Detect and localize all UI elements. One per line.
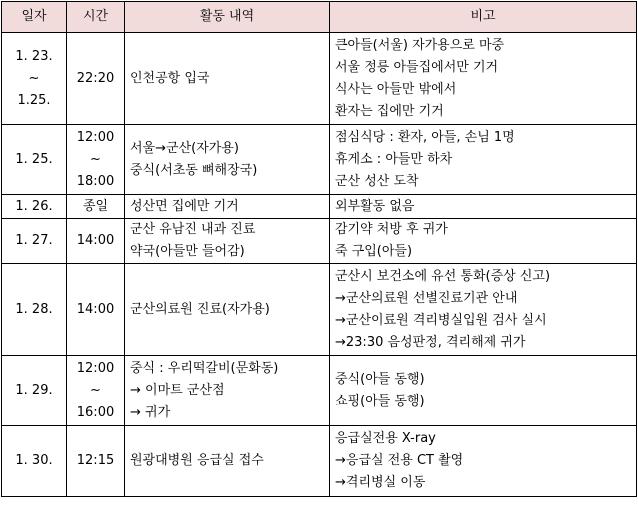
activity-cell-line: 인천공항 입국 [130, 70, 210, 86]
activity-cell [125, 125, 330, 195]
note-cell-line: →격리병실 이동 [335, 475, 426, 490]
time-cell [67, 426, 125, 497]
date-cell-line: 1. 25. [15, 151, 53, 167]
activity-cell-line: 중식 : 우리떡갈비(문화동) [130, 360, 279, 376]
note-cell-line: 환자는 집에만 기거 [335, 103, 444, 119]
activity-cell-line: 중식(서초동 뼈해장국) [130, 162, 258, 178]
time-cell [67, 125, 125, 195]
note-cell-line: 감기약 처방 후 귀가 [335, 222, 448, 237]
header-activity: 활동 내역 [125, 2, 330, 33]
date-cell-line: ~ [28, 70, 40, 86]
date-cell [2, 33, 67, 125]
time-cell [67, 356, 125, 426]
time-cell [67, 33, 125, 125]
activity-cell [125, 33, 330, 125]
activity-cell [125, 264, 330, 356]
date-cell-line: 1. 26. [15, 198, 53, 214]
activity-cell-line: → 이마트 군산점 [130, 382, 225, 398]
note-cell-line: 점심식당 : 환자, 아들, 손님 1명 [335, 129, 515, 145]
activity-cell [125, 195, 330, 219]
header-note: 비고 [330, 2, 637, 33]
note-cell-line: →23:30 음성판정, 격리해제 귀가 [335, 334, 526, 350]
time-cell [67, 264, 125, 356]
activity-cell [125, 356, 330, 426]
note-cell-line: →응급실 전용 CT 촬영 [335, 453, 464, 468]
time-cell-line: 16:00 [76, 404, 115, 420]
date-cell-line: 1. 23. [15, 48, 53, 64]
note-cell-line: 큰아들(서울) 자가용으로 마중 [335, 37, 505, 53]
time-cell-line: 종일 [82, 198, 109, 214]
table-row [2, 33, 637, 125]
note-cell [330, 33, 637, 125]
note-cell-line: →군산이료원 격리병실입원 검사 실시 [335, 312, 547, 328]
time-cell-line: 18:00 [76, 173, 115, 189]
activity-cell-line: 군산의료원 진료(자가용) [130, 301, 270, 317]
date-cell [2, 195, 67, 219]
date-cell-line: 1. 27. [15, 233, 53, 248]
table-body [2, 33, 637, 497]
note-cell-line: 식사는 아들만 밖에서 [335, 81, 457, 97]
note-cell [330, 219, 637, 264]
date-cell-line: 1.25. [17, 92, 51, 108]
table-row [2, 195, 637, 219]
table-row [2, 219, 637, 264]
note-cell-line: 군산시 보건소에 유선 통화(증상 신고) [335, 268, 551, 284]
time-cell-line: 14:00 [76, 233, 115, 248]
activity-cell-line: → 귀가 [130, 404, 171, 420]
time-cell-line: ~ [90, 382, 101, 398]
header-date: 일자 [2, 2, 67, 33]
note-cell-line: 쇼핑(아들 동행) [335, 393, 425, 409]
date-cell [2, 125, 67, 195]
note-cell [330, 264, 637, 356]
date-cell-line: 1. 30. [15, 453, 53, 468]
note-cell [330, 125, 637, 195]
table-row [2, 125, 637, 195]
activity-cell [125, 426, 330, 497]
activity-table-wrapper [1, 1, 637, 497]
activity-cell-line: 약국(아들만 들어감) [130, 244, 245, 259]
date-cell-line: 1. 28. [15, 301, 53, 317]
time-cell-line: 12:00 [76, 129, 115, 145]
note-cell-line: →군산의료원 선별진료기관 안내 [335, 290, 518, 306]
date-cell [2, 264, 67, 356]
note-cell-line: 죽 구입(아들) [335, 244, 413, 259]
note-cell-line: 휴게소 : 아들만 하차 [335, 151, 453, 167]
activity-cell-line: 서울→군산(자가용) [130, 140, 239, 156]
table-row [2, 264, 637, 356]
note-cell-line: 응급실전용 X-ray [335, 431, 436, 446]
date-cell [2, 219, 67, 264]
table-row [2, 426, 637, 497]
date-cell-line: 1. 29. [15, 382, 53, 398]
time-cell [67, 219, 125, 264]
note-cell [330, 426, 637, 497]
time-cell-line: 14:00 [76, 301, 115, 317]
note-cell [330, 356, 637, 426]
activity-table [1, 1, 637, 497]
date-cell [2, 356, 67, 426]
time-cell-line: 12:00 [76, 360, 115, 376]
activity-cell-line: 군산 유남진 내과 진료 [130, 222, 256, 237]
header-time: 시간 [67, 2, 125, 33]
activity-cell-line: 성산면 집에만 기거 [130, 198, 239, 214]
note-cell-line: 서울 정릉 아들집에서만 기거 [335, 59, 499, 75]
activity-cell [125, 219, 330, 264]
date-cell [2, 426, 67, 497]
header-row [2, 2, 637, 33]
note-cell-line: 외부활동 없음 [335, 198, 415, 214]
note-cell-line: 중식(아들 동행) [335, 371, 425, 387]
time-cell-line: 22:20 [76, 70, 115, 86]
note-cell-line: 군산 성산 도착 [335, 173, 419, 189]
note-cell [330, 195, 637, 219]
table-row [2, 356, 637, 426]
activity-cell-line: 원광대병원 응급실 접수 [130, 453, 264, 468]
time-cell-line: 12:15 [76, 453, 115, 468]
time-cell [67, 195, 125, 219]
time-cell-line: ~ [90, 151, 101, 167]
